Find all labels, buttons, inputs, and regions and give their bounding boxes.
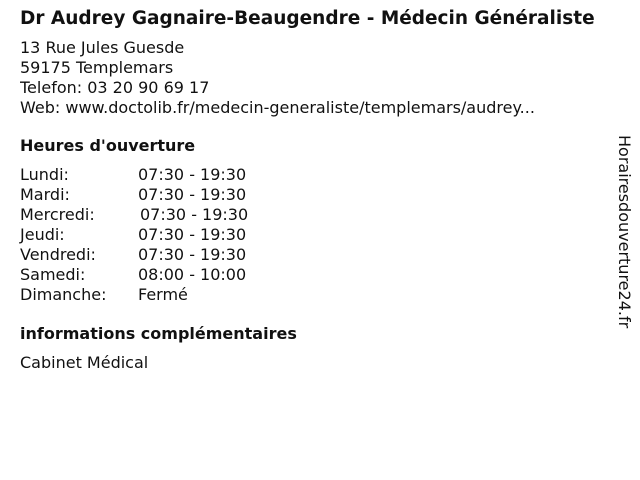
day-label: Lundi: [20, 165, 69, 184]
day-label: Jeudi: [20, 225, 65, 244]
day-label: Samedi: [20, 265, 86, 284]
street-address: 13 Rue Jules Guesde [20, 38, 185, 57]
business-listing [20, 8, 608, 373]
time-value: 08:00 - 10:00 [138, 265, 247, 284]
hours-row-friday [20, 245, 608, 265]
hours-row-sunday [20, 285, 608, 305]
hours-row-tuesday [20, 185, 608, 205]
time-value: Fermé [138, 285, 188, 304]
day-label: Vendredi: [20, 245, 96, 264]
hours-row-thursday [20, 225, 608, 245]
day-label: Dimanche: [20, 285, 107, 304]
contact-info [20, 38, 608, 118]
website-link[interactable]: Web: www.doctolib.fr/medecin-generaliste/templemars/audrey... [20, 98, 535, 117]
additional-info-heading: informations complémentaires [20, 324, 297, 343]
opening-hours-heading: Heures d'ouverture [20, 136, 196, 155]
hours-row-saturday [20, 265, 608, 285]
city-address: 59175 Templemars [20, 58, 174, 77]
hours-row-monday [20, 165, 608, 185]
opening-hours-table [20, 165, 608, 305]
time-value: 07:30 - 19:30 [138, 165, 247, 184]
hours-row-wednesday [20, 205, 608, 225]
day-label: Mardi: [20, 185, 70, 204]
additional-info-text: Cabinet Médical [20, 353, 149, 372]
time-value: 07:30 - 19:30 [138, 245, 247, 264]
day-label: Mercredi: [20, 205, 95, 224]
site-watermark: Horairesdouverture24.fr [615, 135, 634, 329]
page-title: Dr Audrey Gagnaire-Beaugendre - Médecin Généraliste [20, 8, 595, 29]
time-value: 07:30 - 19:30 [138, 225, 247, 244]
time-value: 07:30 - 19:30 [140, 205, 249, 224]
time-value: 07:30 - 19:30 [138, 185, 247, 204]
phone-number: Telefon: 03 20 90 69 17 [20, 78, 210, 97]
